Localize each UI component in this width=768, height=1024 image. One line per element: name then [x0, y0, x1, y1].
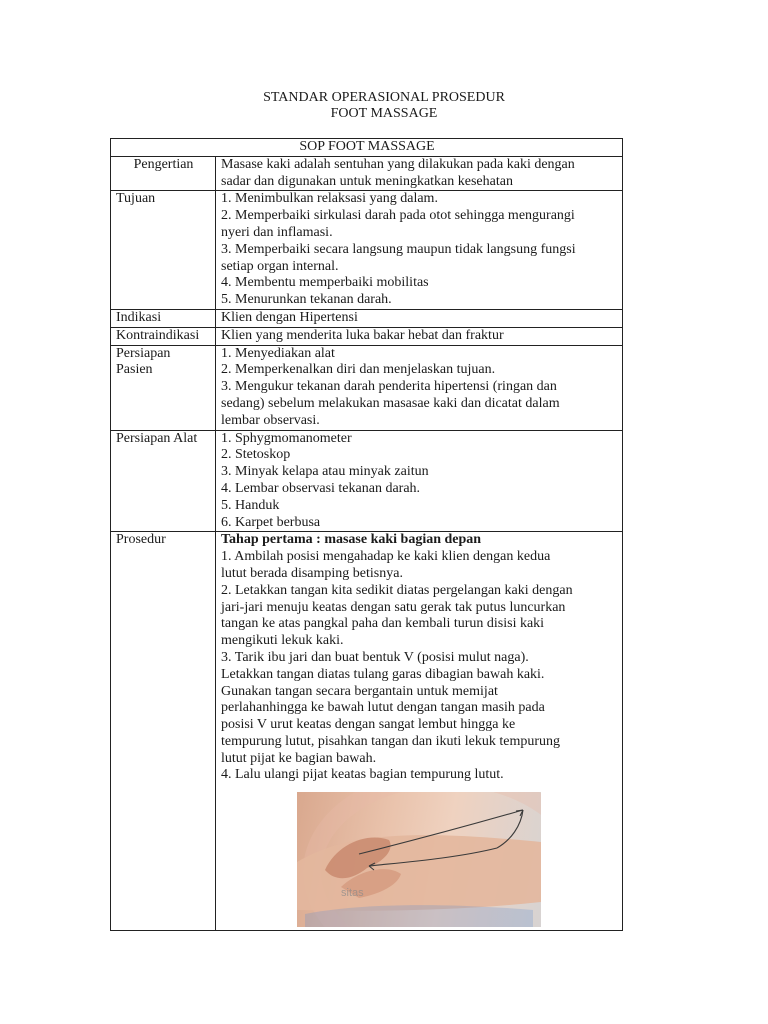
- sop-table: [110, 138, 623, 931]
- text-line: 3. Memperbaiki secara langsung maupun tidak langsung fungsi: [221, 241, 576, 257]
- text-line: 2. Stetoskop: [221, 447, 291, 463]
- text-line: 1. Menyediakan alat: [221, 345, 335, 361]
- text-line: Klien yang menderita luka bakar hebat dan fraktur: [221, 327, 504, 343]
- text-line: sedang) sebelum melakukan masasae kaki dan dicatat dalam: [221, 395, 560, 411]
- text-line: jari-jari menuju keatas dengan satu gerak tak putus luncurkan: [221, 599, 566, 615]
- label-indikasi: Indikasi: [111, 309, 216, 327]
- content-prosedur: [216, 532, 623, 931]
- label-persiapan-pasien: [111, 345, 216, 430]
- text-line: 3. Minyak kelapa atau minyak zaitun: [221, 464, 429, 480]
- text-line: 2. Letakkan tangan kita sedikit diatas pergelangan kaki dengan: [221, 582, 573, 598]
- row-kontraindikasi: [111, 327, 623, 345]
- label-line: Pasien: [116, 362, 153, 378]
- text-line: Gunakan tangan secara bergantain untuk memijat: [221, 683, 498, 699]
- text-line: posisi V urut keatas dengan sangat lembut hingga ke: [221, 717, 516, 733]
- label-pengertian: Pengertian: [111, 156, 216, 191]
- prosedur-heading: Tahap pertama : masase kaki bagian depan: [221, 532, 482, 548]
- text-line: 1. Ambilah posisi mengahadap ke kaki klien dengan kedua: [221, 549, 551, 565]
- massage-illustration: [297, 792, 541, 927]
- text-line: sadar dan digunakan untuk meningkatkan kesehatan: [221, 173, 513, 189]
- text-line: 1. Sphygmomanometer: [221, 430, 352, 446]
- text-line: Masase kaki adalah sentuhan yang dilakukan pada kaki dengan: [221, 156, 575, 172]
- content-indikasi: [216, 309, 623, 327]
- text-line: lutut berada disamping betisnya.: [221, 565, 403, 581]
- label-prosedur: Prosedur: [111, 532, 216, 931]
- title-line-2: FOOT MASSAGE: [330, 106, 438, 121]
- text-line: Letakkan tangan diatas tulang garas dibagian bawah kaki.: [221, 666, 545, 682]
- text-line: 5. Handuk: [221, 497, 280, 513]
- row-tujuan: [111, 191, 623, 310]
- text-line: 1. Menimbulkan relaksasi yang dalam.: [221, 191, 438, 207]
- photo-watermark: sitas: [341, 887, 364, 900]
- label-tujuan: Tujuan: [111, 191, 216, 310]
- content-tujuan: [216, 191, 623, 310]
- text-line: Klien dengan Hipertensi: [221, 309, 358, 325]
- table-header-row: [111, 139, 623, 157]
- row-prosedur: [111, 532, 623, 931]
- content-persiapan-alat: [216, 430, 623, 532]
- row-persiapan-alat: [111, 430, 623, 532]
- content-kontraindikasi: [216, 327, 623, 345]
- table-header: SOP FOOT MASSAGE: [111, 139, 623, 157]
- text-line: 4. Lalu ulangi pijat keatas bagian tempurung lutut.: [221, 767, 504, 783]
- text-line: 2. Memperbaiki sirkulasi darah pada otot sehingga mengurangi: [221, 208, 575, 224]
- label-line: Persiapan: [116, 345, 171, 361]
- text-line: 5. Menurunkan tekanan darah.: [221, 292, 392, 308]
- text-line: nyeri dan inflamasi.: [221, 224, 333, 240]
- text-line: 2. Memperkenalkan diri dan menjelaskan tujuan.: [221, 362, 496, 378]
- text-line: tangan ke atas pangkal paha dan kembali turun disisi kaki: [221, 616, 545, 632]
- text-line: 3. Tarik ibu jari dan buat bentuk V (posisi mulut naga).: [221, 649, 529, 665]
- row-persiapan-pasien: [111, 345, 623, 430]
- text-line: 3. Mengukur tekanan darah penderita hipertensi (ringan dan: [221, 379, 557, 395]
- text-line: 6. Karpet berbusa: [221, 514, 321, 530]
- row-indikasi: [111, 309, 623, 327]
- label-persiapan-alat: Persiapan Alat: [111, 430, 216, 532]
- foot-massage-photo: [297, 792, 541, 927]
- content-persiapan-pasien: [216, 345, 623, 430]
- text-line: tempurung lutut, pisahkan tangan dan ikuti lekuk tempurung: [221, 733, 561, 749]
- title-line-1: STANDAR OPERASIONAL PROSEDUR: [263, 90, 505, 105]
- text-line: 4. Lembar observasi tekanan darah.: [221, 480, 421, 496]
- text-line: 4. Membentu memperbaiki mobilitas: [221, 275, 429, 291]
- text-line: mengikuti lekuk kaki.: [221, 633, 344, 649]
- content-pengertian: [216, 156, 623, 191]
- text-line: lutut pijat ke bagian bawah.: [221, 750, 377, 766]
- row-pengertian: [111, 156, 623, 191]
- text-line: setiap organ internal.: [221, 258, 339, 274]
- text-line: lembar observasi.: [221, 412, 320, 428]
- label-kontraindikasi: Kontraindikasi: [111, 327, 216, 345]
- text-line: perlahanhingga ke bawah lutut dengan tangan masih pada: [221, 700, 545, 716]
